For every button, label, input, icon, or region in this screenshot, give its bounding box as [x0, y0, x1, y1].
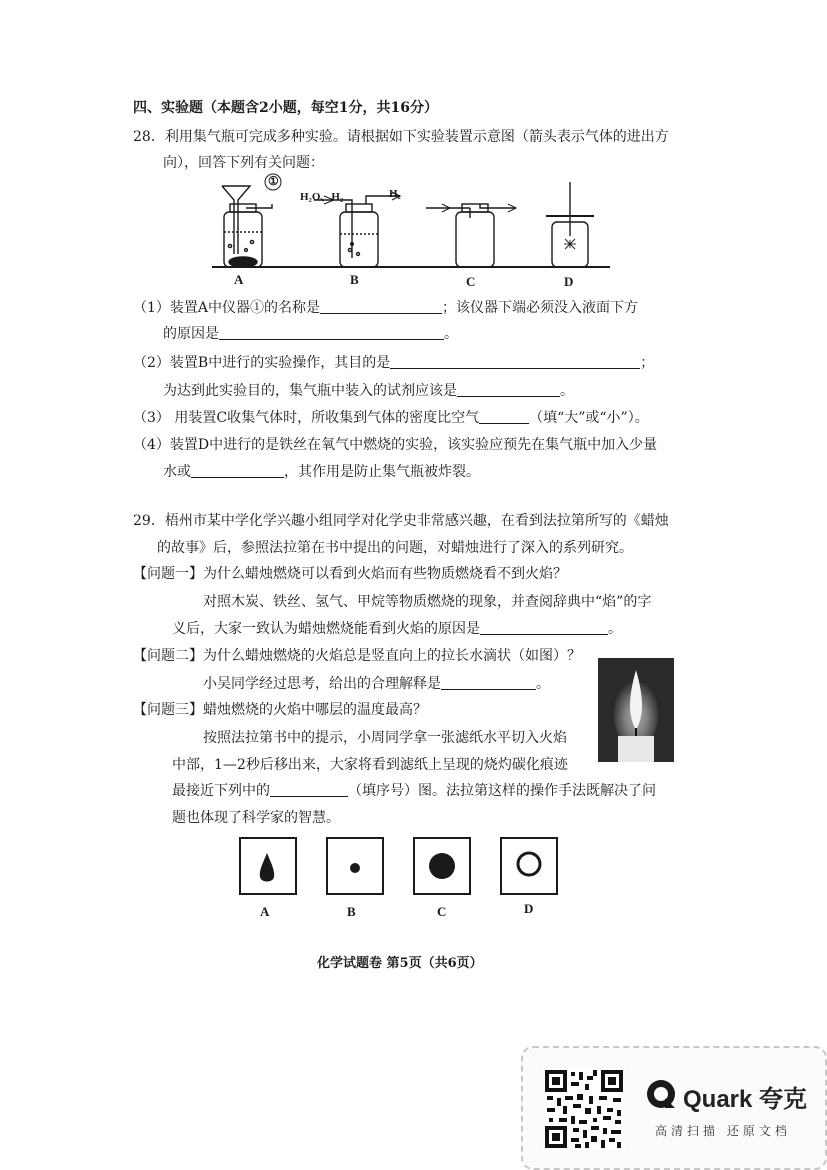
q28-part4-line2 — [163, 462, 480, 482]
q29-question2-blank[interactable] — [441, 675, 536, 690]
q28-part2-text-c: 为达到此实验目的，集气瓶中装入的试剂应该是 — [163, 383, 457, 399]
option-b-figure — [326, 837, 384, 895]
q29-question3-title: 【问题三】蜡烛燃烧的火焰中哪层的温度最高？ — [133, 702, 427, 718]
option-c-figure — [413, 837, 471, 895]
quark-watermark — [521, 1046, 827, 1170]
q28-part4-line1: （4）装置D中进行的是铁丝在氧气中燃烧的实验，该实验应预先在集气瓶中加入少量 — [133, 437, 658, 453]
page-footer: 化学试题卷 第5页（共6页） — [317, 956, 483, 971]
apparatus-c-label: C — [466, 274, 476, 289]
q29-question1-blank[interactable] — [480, 620, 608, 635]
q28-part1-line1 — [133, 298, 638, 318]
qr-code-icon — [543, 1068, 625, 1150]
q29-question3-body4: 题也体现了科学家的智慧。 — [172, 810, 340, 826]
q29-question2-end: 。 — [536, 676, 550, 692]
q28-part2-end: 。 — [560, 383, 574, 399]
q28-part1-text-b: ；该仪器下端必须没入液面下方 — [442, 300, 639, 316]
q29-question3-blank[interactable] — [270, 782, 348, 797]
q29-question1-body2 — [172, 619, 622, 639]
option-b-label: B — [347, 904, 356, 919]
q29-question1-body1: 对照木炭、铁丝、氢气、甲烷等物质燃烧的现象，并查阅辞典中“焰”的字 — [203, 594, 652, 610]
q29-question2-title: 【问题二】为什么蜡烛燃烧的火焰总是竖直向上的拉长水滴状（如图）？ — [133, 648, 581, 664]
q28-part1-blank2[interactable] — [219, 325, 444, 340]
q29-question2-body — [203, 674, 550, 694]
option-d-figure — [500, 837, 558, 895]
q28-part2-blank1[interactable] — [390, 354, 640, 369]
marker-1-label: ① — [268, 174, 279, 188]
q28-part3-blank[interactable] — [479, 409, 529, 424]
quark-brand-text: Quark 夸克 — [683, 1086, 808, 1113]
option-a-figure — [239, 837, 297, 895]
q28-part2-semicolon: ； — [640, 355, 655, 371]
q28-part3-line — [133, 408, 649, 428]
small-dot-icon — [328, 839, 382, 893]
apparatus-a-label: A — [234, 272, 244, 287]
q29-question3-text-a: 最接近下列中的 — [172, 783, 270, 799]
q28-part2-line1 — [133, 353, 654, 373]
apparatus-d-label: D — [564, 274, 574, 289]
q28-part1-text-c: 的原因是 — [163, 326, 219, 342]
q29-question3-body2: 中部，1—2秒后移出来，大家将看到滤纸上呈现的烧灼碳化痕迹 — [172, 757, 568, 773]
apparatus-d — [546, 182, 594, 267]
q29-stem-line1: 29．梧州市某中学化学兴趣小组同学对化学史非常感兴趣，在看到法拉第所写的《蜡烛 — [133, 513, 669, 529]
q29-question2-text: 小吴同学经过思考，给出的合理解释是 — [203, 676, 441, 692]
drop-shape-icon — [241, 839, 295, 893]
q28-part1-end: 。 — [444, 326, 458, 342]
q28-part2-line2 — [163, 381, 574, 401]
q28-apparatus-figure — [200, 170, 620, 295]
ring-icon — [502, 839, 556, 893]
candle-flame-photo — [598, 658, 674, 762]
q29-question1-text: 义后，大家一致认为蜡烛燃烧能看到火焰的原因是 — [172, 621, 480, 637]
q28-stem-line2: 向），回答下列有关问题： — [163, 155, 324, 171]
option-a-label: A — [260, 904, 270, 919]
option-c-label: C — [437, 904, 447, 919]
apparatus-a — [222, 186, 272, 267]
section-title: 四、实验题（本题含2小题，每空1分，共16分） — [133, 100, 438, 116]
q28-part1-blank1[interactable] — [320, 299, 442, 314]
q29-question3-text-b: （填序号）图。法拉第这样的操作手法既解决了问 — [348, 783, 656, 799]
gas-in-label: H₂O、H₂ — [300, 191, 344, 203]
q28-part4-text-b: 水或 — [163, 464, 191, 480]
q29-question3-body1: 按照法拉第书中的提示，小周同学拿一张滤纸水平切入火焰 — [203, 730, 567, 746]
q29-question3-body3 — [172, 781, 656, 801]
q28-part3-text-b: （填“大”或“小”）。 — [529, 410, 649, 426]
option-d-label: D — [524, 901, 534, 916]
q28-part1-line2 — [163, 324, 458, 344]
q28-part4-blank[interactable] — [191, 463, 284, 478]
q29-question1-title: 【问题一】为什么蜡烛燃烧可以看到火焰而有些物质燃烧看不到火焰？ — [133, 566, 567, 582]
q28-part4-text-c: ，其作用是防止集气瓶被炸裂。 — [284, 464, 480, 480]
apparatus-b-label: B — [350, 272, 359, 287]
q28-part2-text-a: （2）装置B中进行的实验操作，其目的是 — [133, 355, 391, 371]
q29-question1-end: 。 — [608, 621, 622, 637]
q28-part3-text-a: （3） 用装置C收集气体时，所收集到气体的密度比空气 — [133, 410, 480, 426]
quark-logo-icon — [645, 1078, 677, 1110]
q28-part1-text-a: （1）装置A中仪器①的名称是 — [133, 300, 321, 316]
q29-stem-line2: 的故事》后，参照法拉第在书中提出的问题，对蜡烛进行了深入的系列研究。 — [157, 540, 633, 556]
q28-part2-blank2[interactable] — [457, 382, 560, 397]
quark-subtitle: 高清扫描 还原文档 — [655, 1124, 791, 1138]
q28-stem-line1: 28．利用集气瓶可完成多种实验。请根据如下实验装置示意图（箭头表示气体的进出方 — [133, 129, 669, 145]
gas-out-label: H₂ — [389, 188, 401, 200]
large-dot-icon — [415, 839, 469, 893]
apparatus-c — [426, 204, 516, 267]
